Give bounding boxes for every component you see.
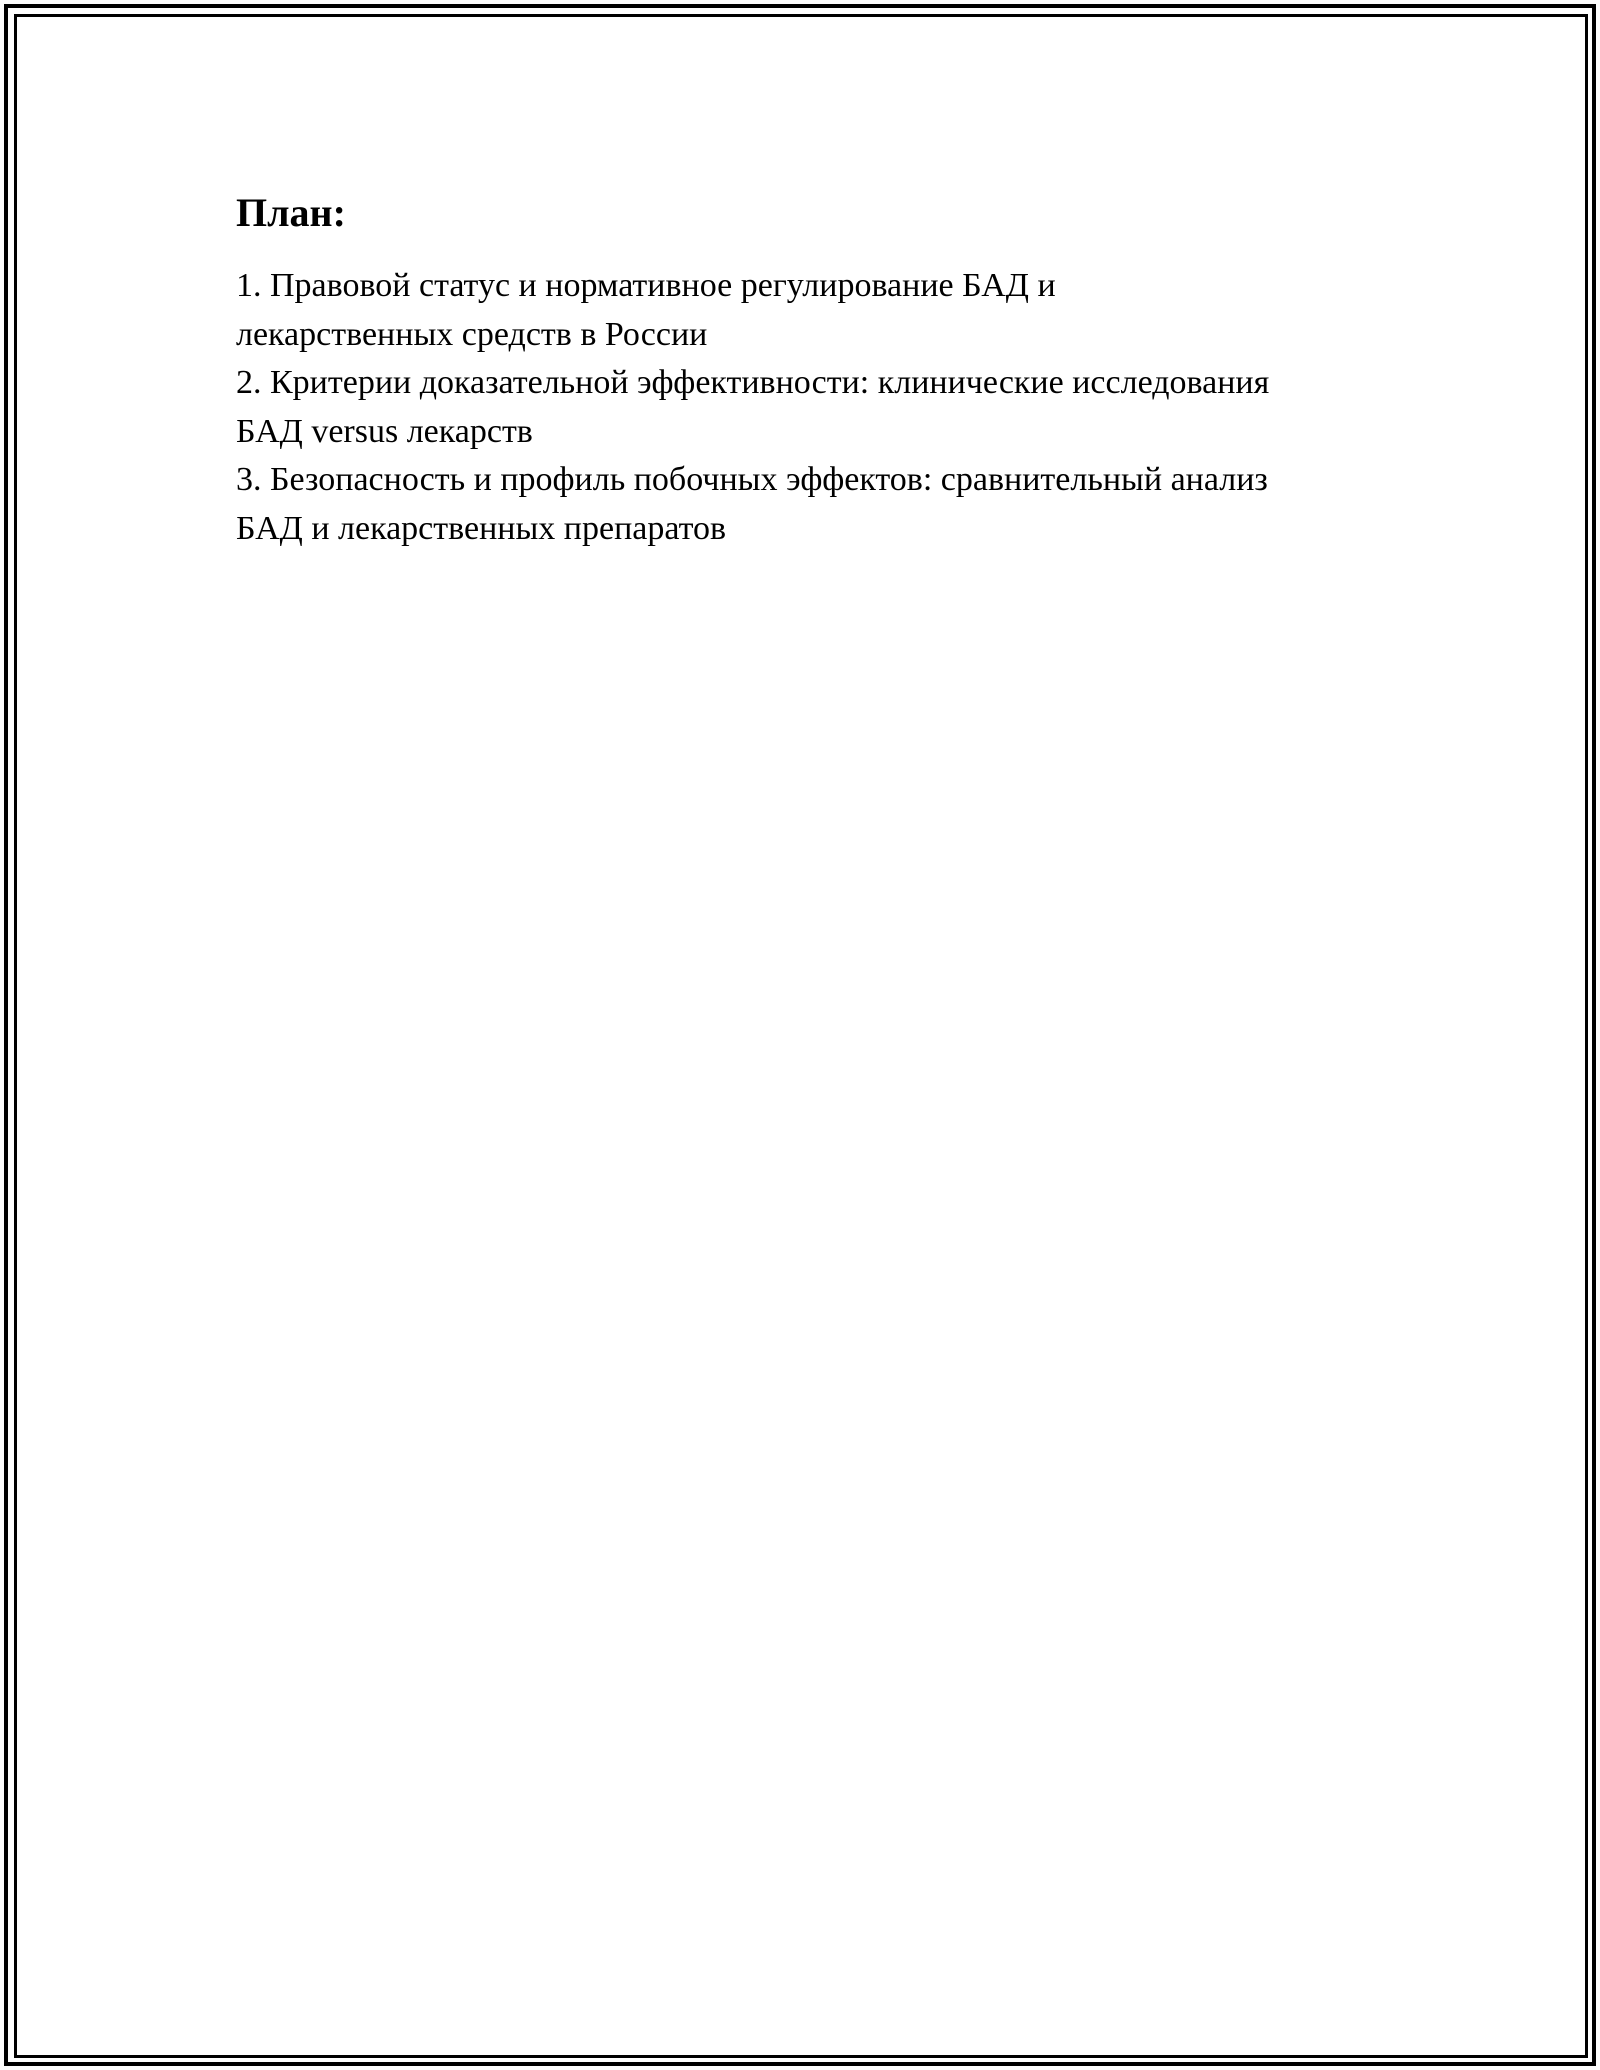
plan-item-line: БАД и лекарственных препаратов [236,509,727,547]
plan-title: План: [236,190,346,235]
plan-item-line: 2. Критерии доказательной эффективности: клинические исследования [236,364,1270,401]
plan-item-line: лекарственных средств в России [236,315,708,353]
plan-item-line: 3. Безопасность и профиль побочных эффектов: сравнительный анализ [236,461,1268,498]
plan-item-1 [236,262,1366,359]
plan-item-line: БАД versus лекарств [236,412,533,450]
plan-item-line: 1. Правовой статус и нормативное регулирование БАД и [236,267,1056,304]
plan-list [236,262,1366,553]
plan-item-2 [236,359,1366,456]
document-body [236,186,1366,553]
plan-item-3 [236,456,1366,553]
